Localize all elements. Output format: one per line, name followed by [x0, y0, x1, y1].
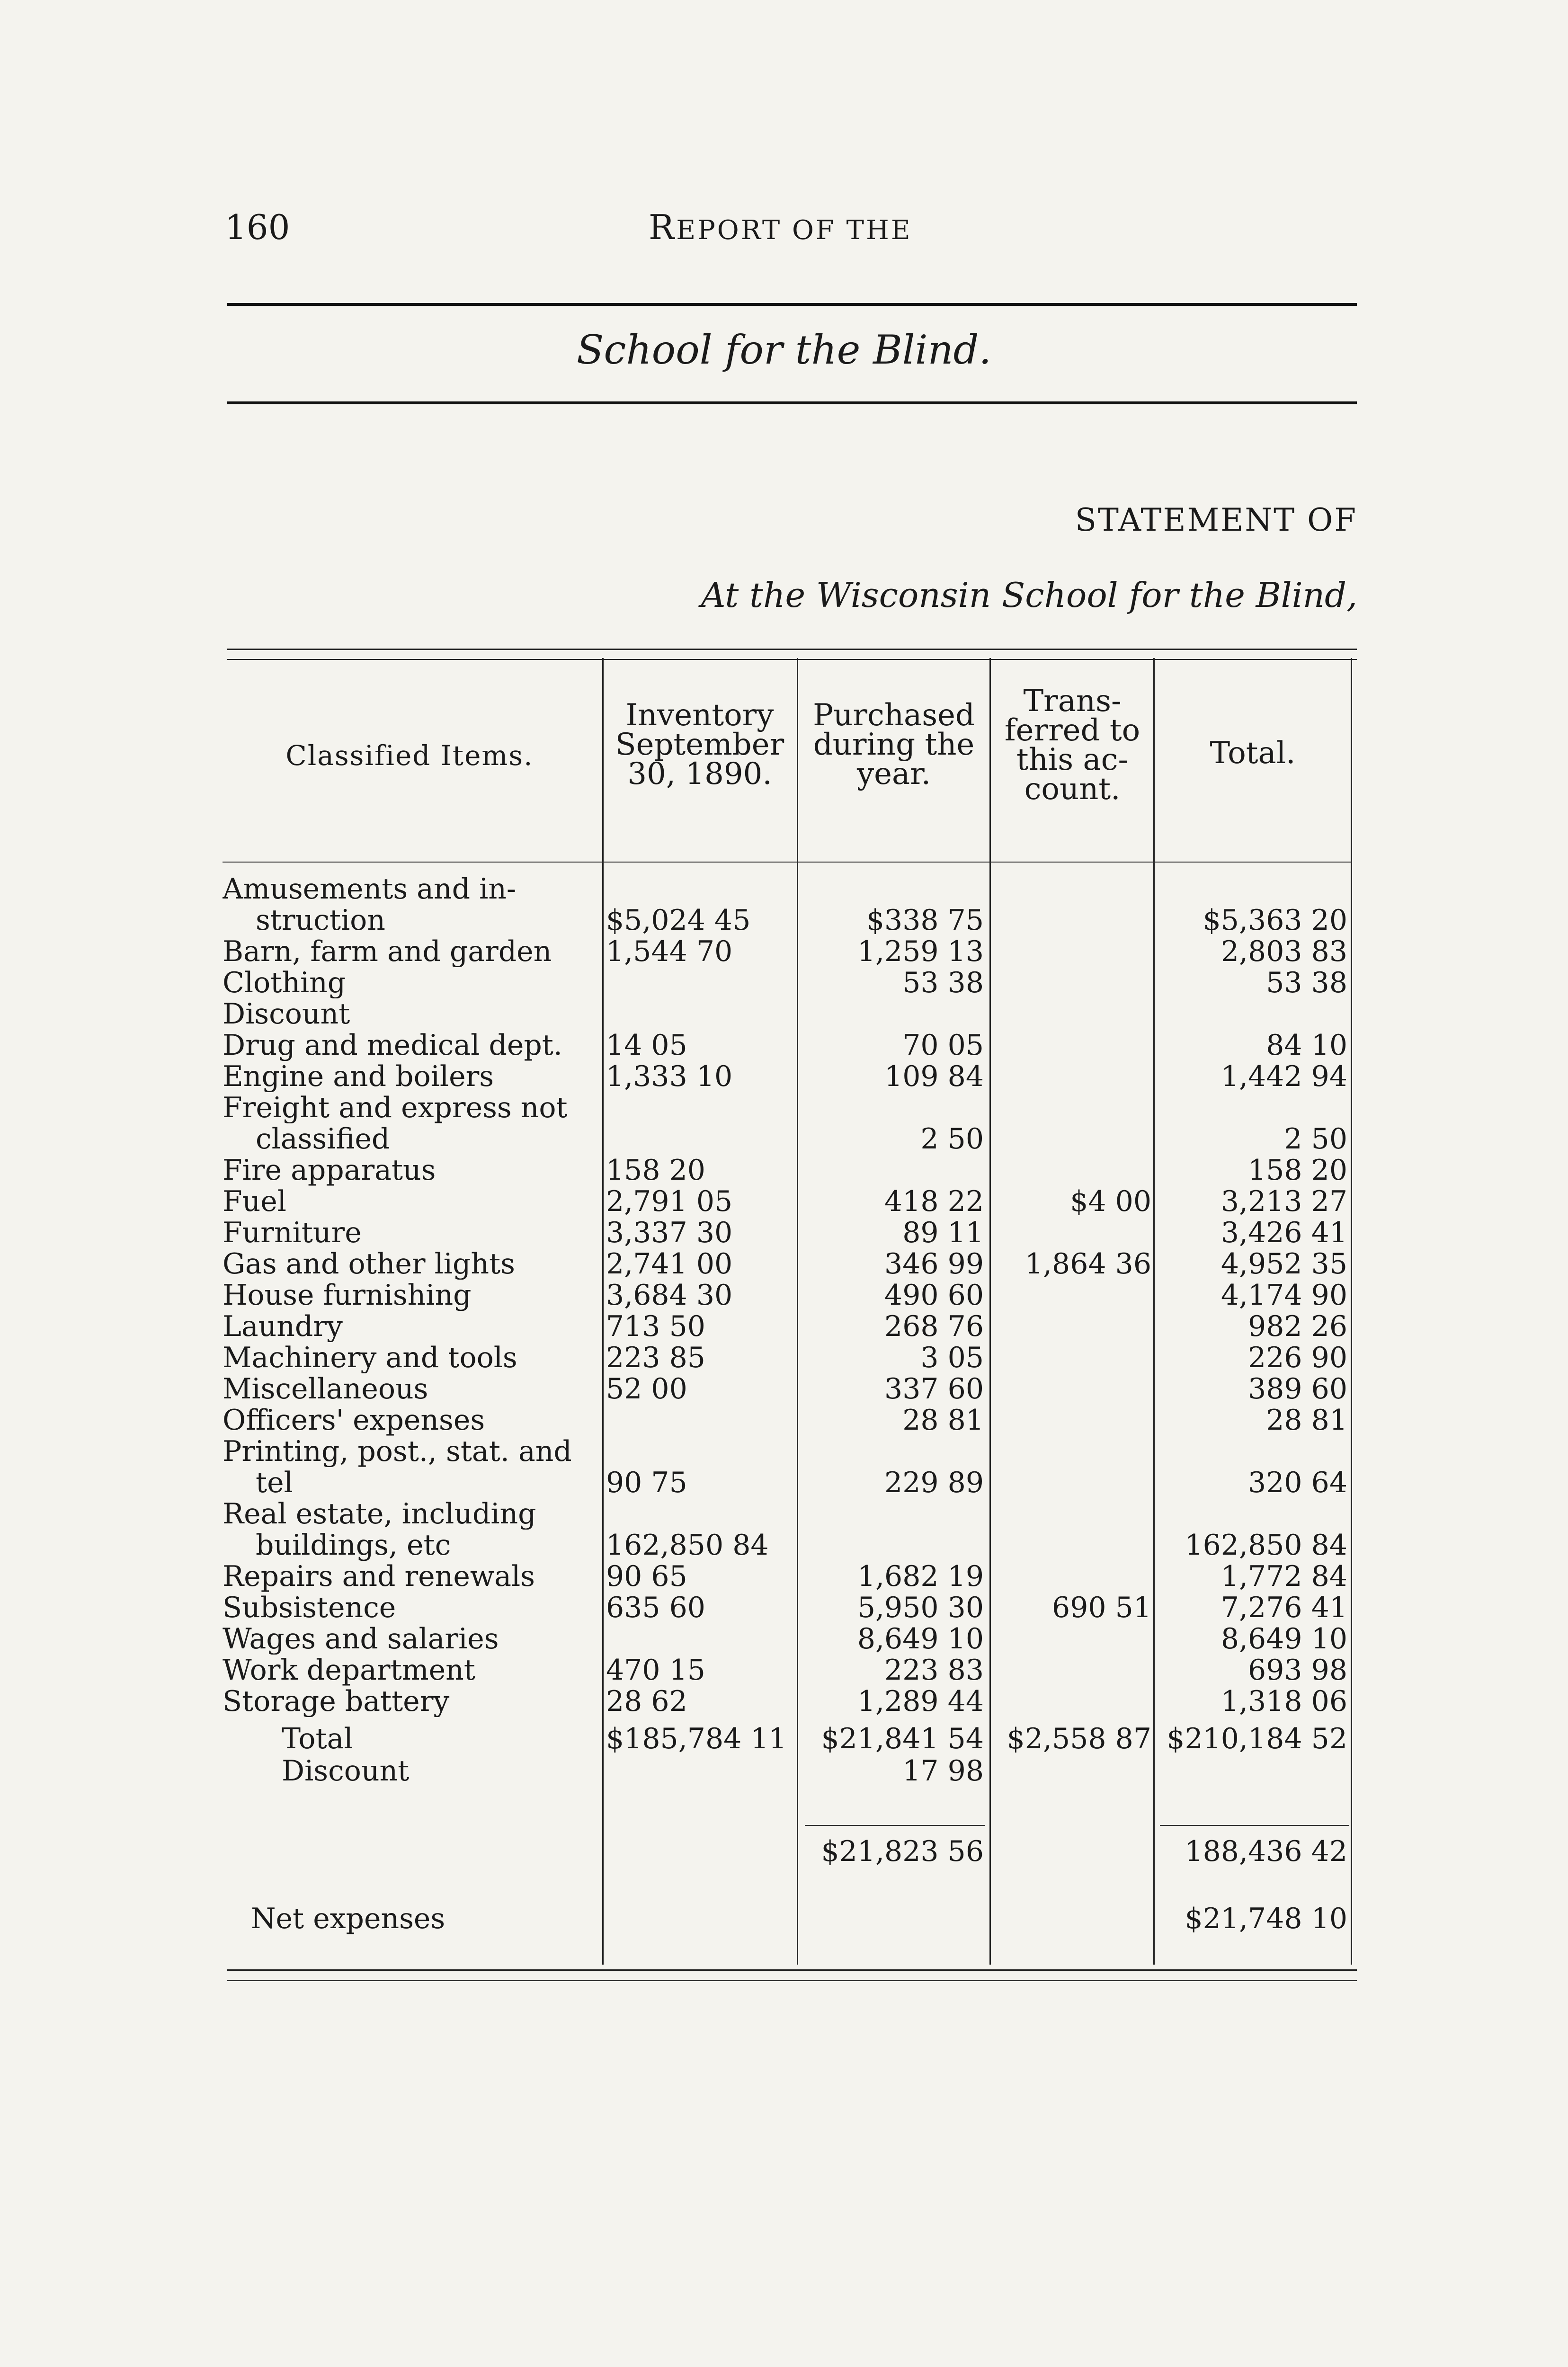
header-purchased-line-1: Purchased — [813, 698, 975, 733]
cell-inv: 635 60 — [606, 1591, 705, 1624]
header-transferred-line-4: count. — [1024, 772, 1121, 807]
row-label: Work department — [223, 1655, 475, 1686]
cell-tot: 2 50 — [1284, 1122, 1347, 1156]
header-purchased-line-3: year. — [856, 756, 931, 792]
header-rule-bottom — [227, 401, 1357, 404]
header-rule — [223, 862, 1352, 863]
row-label: Net expenses — [251, 1903, 445, 1934]
cell-inv: 158 20 — [606, 1154, 705, 1187]
subtotal-rule-purchased — [805, 1825, 985, 1826]
cell-tot: $21,748 10 — [1185, 1902, 1347, 1935]
row-label: struction — [256, 905, 385, 936]
table-row — [223, 1530, 1359, 1561]
cell-tot: 1,442 94 — [1221, 1060, 1347, 1093]
totals-row — [223, 1723, 1359, 1754]
cell-tot: 158 20 — [1248, 1154, 1347, 1187]
table-row — [223, 1123, 1359, 1155]
table-row — [223, 1061, 1359, 1092]
header-rule-top — [227, 303, 1357, 306]
cell-inv: 470 15 — [606, 1654, 705, 1687]
row-label: Freight and express not — [223, 1092, 568, 1123]
cell-inv: $5,024 45 — [606, 904, 751, 937]
header-inventory — [605, 698, 794, 792]
cell-inv: $185,784 11 — [606, 1722, 787, 1755]
cell-tra: $2,558 87 — [1007, 1722, 1151, 1755]
row-label: Barn, farm and garden — [223, 936, 552, 967]
row-label: Furniture — [223, 1217, 362, 1248]
table-row — [223, 1092, 1359, 1123]
section-subtitle: School for the Blind. — [576, 327, 992, 373]
table-row — [223, 1561, 1359, 1592]
cell-tot: 53 38 — [1266, 966, 1347, 999]
table-row — [223, 998, 1359, 1030]
totals-row — [223, 1755, 1359, 1787]
table-row — [223, 1155, 1359, 1186]
cell-inv: 1,544 70 — [606, 935, 733, 968]
table-row — [223, 1280, 1359, 1311]
cell-tot: $210,184 52 — [1167, 1722, 1347, 1755]
row-label: Fuel — [223, 1186, 286, 1217]
row-label: Wages and salaries — [223, 1623, 499, 1655]
row-label: Clothing — [223, 967, 346, 998]
cell-inv: 713 50 — [606, 1310, 705, 1343]
table-row — [223, 967, 1359, 998]
table-row — [223, 1405, 1359, 1436]
table-row — [223, 1592, 1359, 1623]
table-row — [223, 1186, 1359, 1217]
cell-pur: 268 76 — [884, 1310, 984, 1343]
cell-pur: 1,682 19 — [857, 1560, 984, 1593]
table-row — [223, 1498, 1359, 1530]
cell-pur: 2 50 — [920, 1122, 984, 1156]
cell-inv: 14 05 — [606, 1029, 687, 1062]
cell-pur: 17 98 — [902, 1754, 984, 1788]
row-label: Printing, post., stat. and — [223, 1436, 572, 1467]
cell-pur: 1,259 13 — [857, 935, 984, 968]
cell-tot: 2,803 83 — [1221, 935, 1347, 968]
cell-pur: 223 83 — [884, 1654, 984, 1687]
row-label: Engine and boilers — [223, 1061, 494, 1092]
cell-pur: 337 60 — [884, 1372, 984, 1406]
table-row — [223, 1655, 1359, 1686]
row-label: Drug and medical dept. — [223, 1030, 562, 1061]
table-row — [223, 1436, 1359, 1467]
statement-location: At the Wisconsin School for the Blind, — [701, 575, 1357, 615]
cell-inv: 2,791 05 — [606, 1185, 733, 1218]
cell-inv: 1,333 10 — [606, 1060, 733, 1093]
cell-tot: 8,649 10 — [1221, 1622, 1347, 1655]
page-number: 160 — [225, 207, 290, 247]
cell-pur: 8,649 10 — [857, 1622, 984, 1655]
table-row — [223, 1467, 1359, 1498]
table-row — [223, 1217, 1359, 1248]
totals-row — [223, 1836, 1359, 1867]
header-total: Total. — [1210, 736, 1296, 771]
cell-pur: 28 81 — [902, 1404, 984, 1437]
cell-pur: $338 75 — [866, 904, 984, 937]
cell-pur: 1,289 44 — [857, 1685, 984, 1718]
table-rule-bottom — [227, 1969, 1357, 1971]
header-purchased-line-2: during the — [813, 727, 975, 762]
cell-pur: 346 99 — [884, 1247, 984, 1281]
row-label: Fire apparatus — [223, 1155, 436, 1186]
cell-tot: 226 90 — [1248, 1341, 1347, 1374]
cell-pur: 70 05 — [902, 1029, 984, 1062]
row-label: Repairs and renewals — [223, 1561, 535, 1592]
cell-inv: 28 62 — [606, 1685, 687, 1718]
cell-tot: 1,772 84 — [1221, 1560, 1347, 1593]
cell-inv: 90 75 — [606, 1466, 687, 1499]
cell-tot: 693 98 — [1248, 1654, 1347, 1687]
row-label: classified — [256, 1123, 390, 1155]
cell-pur: 418 22 — [884, 1185, 984, 1218]
row-label: Gas and other lights — [223, 1248, 515, 1280]
cell-tot: 28 81 — [1266, 1404, 1347, 1437]
header-inventory-line-3: 30, 1890. — [627, 756, 772, 792]
header-transferred — [992, 684, 1152, 807]
row-label: Real estate, including — [223, 1498, 536, 1530]
cell-tra: $4 00 — [1070, 1185, 1151, 1218]
cell-tot: 3,426 41 — [1221, 1216, 1347, 1249]
table-row — [223, 936, 1359, 967]
cell-pur: 3 05 — [920, 1341, 984, 1374]
row-label: Miscellaneous — [223, 1373, 428, 1405]
table-row — [223, 1248, 1359, 1280]
cell-inv: 90 65 — [606, 1560, 687, 1593]
cell-inv: 3,337 30 — [606, 1216, 733, 1249]
header-inventory-line-1: Inventory — [625, 698, 774, 733]
row-label: tel — [256, 1467, 293, 1498]
table-row — [223, 905, 1359, 936]
running-head — [649, 207, 912, 247]
cell-tot: 3,213 27 — [1221, 1185, 1347, 1218]
cell-inv: 52 00 — [606, 1372, 687, 1406]
cell-tot: 84 10 — [1266, 1029, 1347, 1062]
header-inventory-line-2: September — [615, 727, 784, 762]
table-rule-top-2 — [227, 659, 1357, 660]
table-row — [223, 1342, 1359, 1373]
cell-tot: 4,174 90 — [1221, 1279, 1347, 1312]
cell-pur: 89 11 — [902, 1216, 984, 1249]
cell-pur: 109 84 — [884, 1060, 984, 1093]
running-head-rest: EPORT OF THE — [676, 215, 912, 246]
table-rule-top — [227, 649, 1357, 650]
table-row — [223, 1030, 1359, 1061]
row-label: Amusements and in- — [223, 873, 517, 905]
table-row — [223, 1373, 1359, 1405]
running-head-initial: R — [649, 207, 677, 247]
totals-row — [223, 1903, 1359, 1934]
cell-tra: 690 51 — [1052, 1591, 1151, 1624]
header-transferred-line-1: Trans- — [1023, 684, 1122, 719]
table-row — [223, 873, 1359, 905]
header-transferred-line-3: this ac- — [1016, 742, 1129, 777]
table-rule-bottom-2 — [227, 1980, 1357, 1981]
row-label: Discount — [223, 998, 350, 1030]
cell-tot: $5,363 20 — [1203, 904, 1347, 937]
cell-inv: 2,741 00 — [606, 1247, 733, 1281]
row-label: Laundry — [223, 1311, 343, 1342]
header-purchased — [800, 698, 988, 792]
cell-pur: $21,823 56 — [821, 1835, 984, 1868]
cell-tot: 982 26 — [1248, 1310, 1347, 1343]
subtotal-rule-total — [1160, 1825, 1349, 1826]
cell-pur: 490 60 — [884, 1279, 984, 1312]
cell-pur: 5,950 30 — [857, 1591, 984, 1624]
cell-inv: 162,850 84 — [606, 1529, 769, 1562]
row-label: Total — [282, 1723, 353, 1754]
cell-pur: $21,841 54 — [821, 1722, 984, 1755]
row-label: buildings, etc — [256, 1530, 451, 1561]
header-transferred-line-2: ferred to — [1004, 713, 1140, 748]
row-label: Subsistence — [223, 1592, 396, 1623]
cell-tot: 4,952 35 — [1221, 1247, 1347, 1281]
cell-pur: 53 38 — [902, 966, 984, 999]
cell-tot: 1,318 06 — [1221, 1685, 1347, 1718]
cell-tot: 7,276 41 — [1221, 1591, 1347, 1624]
row-label: House furnishing — [223, 1280, 472, 1311]
header-classified-items: Classified Items. — [285, 739, 534, 772]
cell-pur: 229 89 — [884, 1466, 984, 1499]
row-label: Storage battery — [223, 1686, 450, 1717]
cell-tot: 320 64 — [1248, 1466, 1347, 1499]
cell-tot: 188,436 42 — [1185, 1835, 1347, 1868]
row-label: Officers' expenses — [223, 1405, 485, 1436]
cell-tot: 162,850 84 — [1185, 1529, 1347, 1562]
cell-inv: 3,684 30 — [606, 1279, 733, 1312]
cell-tra: 1,864 36 — [1025, 1247, 1151, 1281]
cell-tot: 389 60 — [1248, 1372, 1347, 1406]
table-row — [223, 1311, 1359, 1342]
row-label: Discount — [282, 1755, 410, 1787]
table-row — [223, 1686, 1359, 1717]
row-label: Machinery and tools — [223, 1342, 517, 1373]
statement-heading: STATEMENT OF — [1075, 502, 1357, 538]
cell-inv: 223 85 — [606, 1341, 705, 1374]
table-row — [223, 1623, 1359, 1655]
